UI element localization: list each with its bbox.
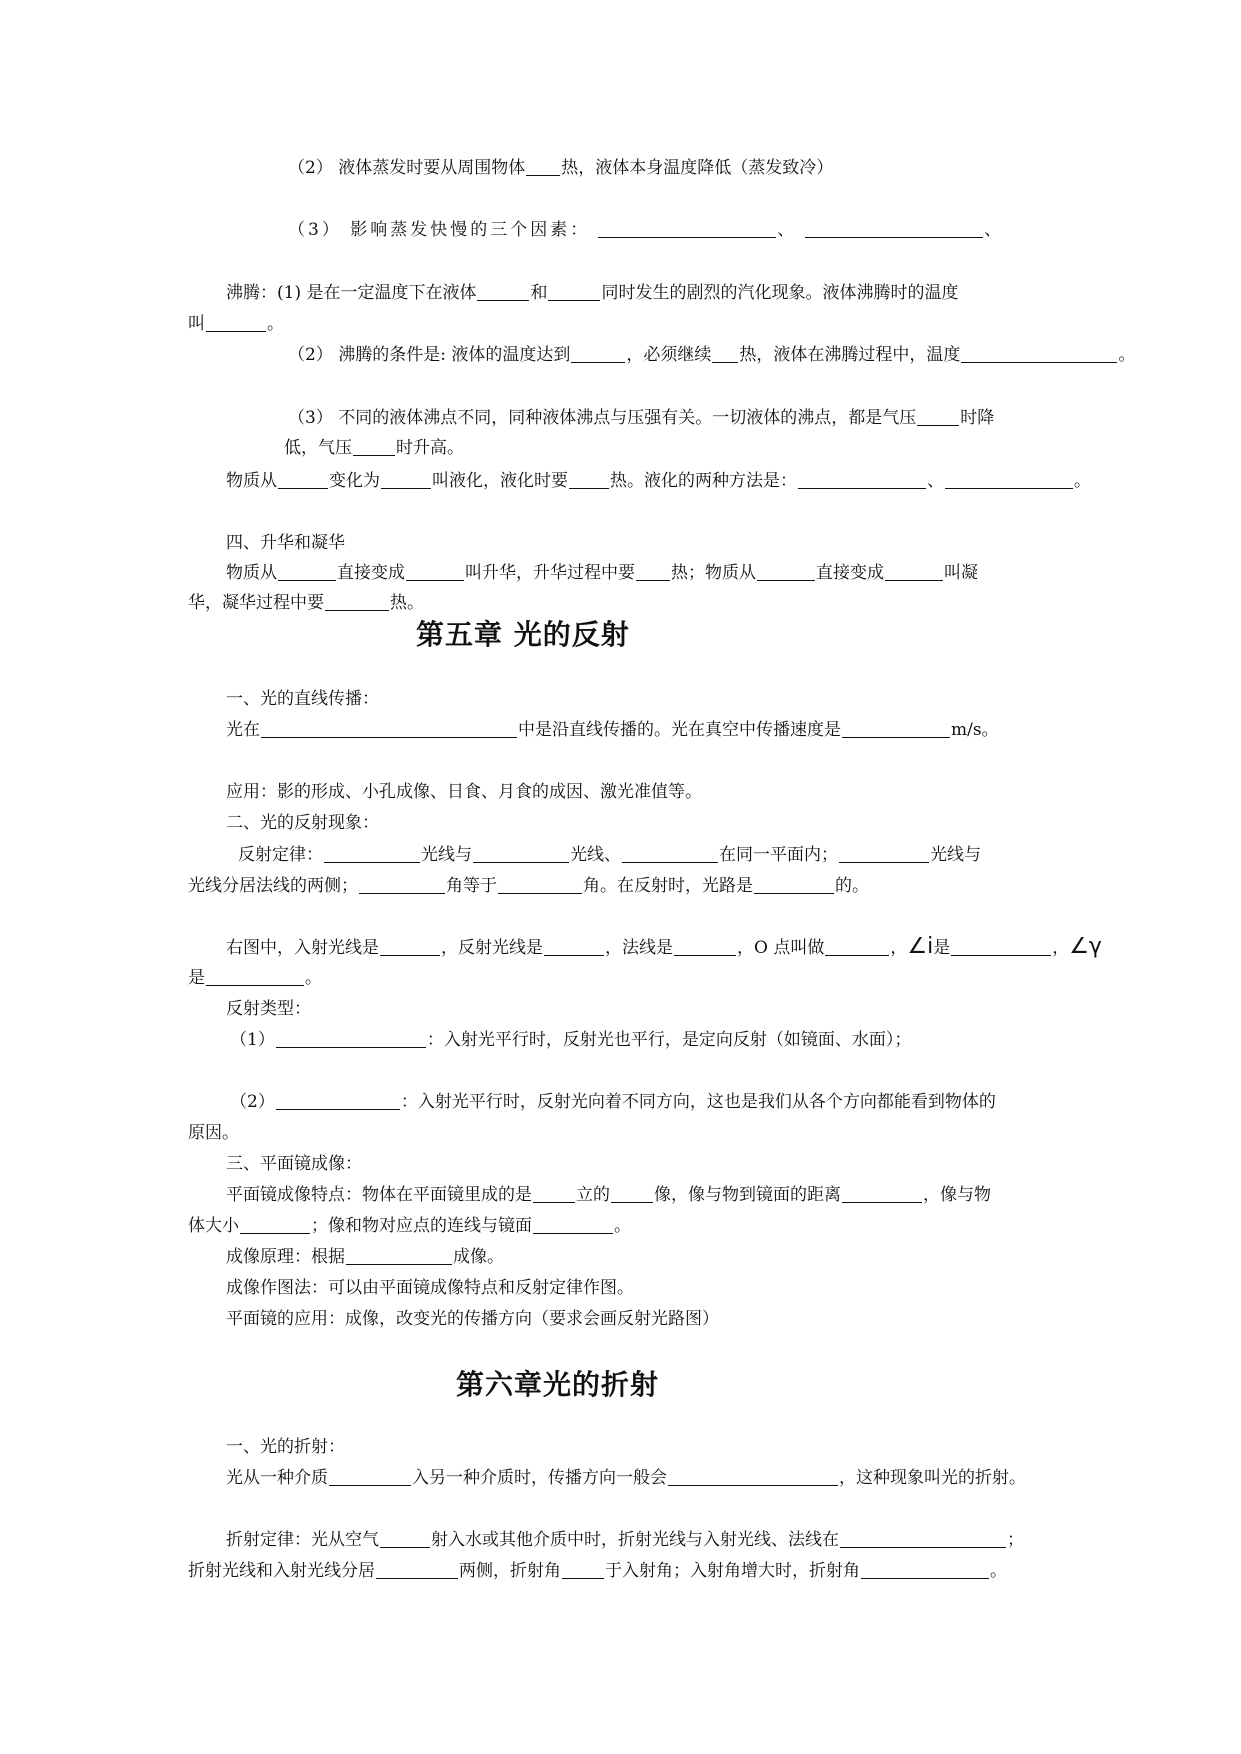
text: 热，液体在沸腾过程中，温度 bbox=[739, 345, 961, 365]
text: 。 bbox=[1118, 345, 1136, 365]
blank bbox=[329, 1467, 411, 1486]
ch5-application: 应用：影的形成、小孔成像、日食、月食的成因、激光准值等。 bbox=[226, 782, 702, 802]
blank bbox=[544, 937, 604, 956]
text: 折射定律：光从空气 bbox=[226, 1530, 379, 1550]
blank bbox=[477, 282, 529, 301]
angle-gamma-symbol: ∠γ bbox=[1069, 934, 1102, 959]
blank bbox=[668, 1467, 838, 1486]
blank bbox=[533, 1184, 575, 1203]
text: 和 bbox=[530, 283, 548, 303]
blank bbox=[325, 592, 389, 611]
text: 、 bbox=[927, 471, 944, 491]
text: 成像原理：根据 bbox=[226, 1247, 345, 1267]
text: 入另一种介质时，传播方向一般会 bbox=[412, 1468, 667, 1488]
text: 物质从 bbox=[226, 471, 277, 491]
blank bbox=[324, 844, 420, 863]
blank bbox=[359, 875, 445, 894]
text: m/s。 bbox=[951, 720, 999, 740]
ch5-type-1 bbox=[230, 1029, 911, 1051]
blank bbox=[206, 967, 304, 986]
text: 平面镜成像特点：物体在平面镜里成的是 bbox=[226, 1185, 532, 1205]
text: 是 bbox=[188, 968, 205, 988]
blank bbox=[674, 937, 736, 956]
text: 在同一平面内； bbox=[719, 845, 838, 865]
text: ； bbox=[1007, 1530, 1024, 1550]
text: ，必须继续 bbox=[626, 345, 712, 365]
text: 。 bbox=[305, 968, 322, 988]
text: 光在 bbox=[226, 720, 260, 740]
text: 成像。 bbox=[453, 1247, 504, 1267]
text: 沸腾：(1) 是在一定温度下在液体 bbox=[226, 283, 477, 303]
text: 叫升华，升华过程中要 bbox=[465, 563, 635, 583]
boiling-line-1b bbox=[188, 313, 284, 335]
blank bbox=[206, 313, 266, 332]
blank bbox=[598, 219, 776, 238]
text: 。 bbox=[990, 1561, 1007, 1581]
ch5-type-2b: 原因。 bbox=[188, 1123, 239, 1143]
text: 角等于 bbox=[446, 876, 497, 896]
text: 角。在反射时，光路是 bbox=[583, 876, 753, 896]
text: 、 bbox=[777, 220, 798, 240]
ch5-figure-line-1 bbox=[226, 936, 1102, 959]
text: 同时发生的剧烈的汽化现象。液体沸腾时的温度 bbox=[601, 283, 959, 303]
blank bbox=[945, 470, 1073, 489]
blank bbox=[840, 1529, 1006, 1548]
text: ，O 点叫做 bbox=[737, 938, 825, 958]
sublimation-heading: 四、升华和凝华 bbox=[226, 533, 345, 553]
boiling-line-1 bbox=[226, 282, 958, 304]
text: 光线分居法线的两侧； bbox=[188, 876, 358, 896]
blank bbox=[380, 1529, 430, 1548]
text: 光线、 bbox=[570, 845, 621, 865]
blank bbox=[381, 470, 431, 489]
text: 热。液化的两种方法是： bbox=[610, 471, 797, 491]
text: 叫液化，液化时要 bbox=[432, 471, 568, 491]
blank bbox=[951, 937, 1051, 956]
blank bbox=[346, 1246, 452, 1265]
ch5-mirror-line-2 bbox=[188, 1215, 631, 1237]
ch5-section-1: 一、光的直线传播： bbox=[226, 689, 379, 709]
liquefaction-line bbox=[226, 470, 1091, 492]
boiling-line-3b bbox=[284, 437, 464, 459]
blank bbox=[754, 875, 834, 894]
text: 。 bbox=[1074, 471, 1091, 491]
ch6-law-line-2 bbox=[188, 1560, 1007, 1582]
ch6-section-1: 一、光的折射： bbox=[226, 1437, 345, 1457]
blank bbox=[376, 1560, 458, 1579]
text: 像，像与物到镜面的距离 bbox=[654, 1185, 841, 1205]
text: ， bbox=[890, 938, 908, 958]
blank bbox=[961, 344, 1117, 363]
chapter5-title: 第五章 光的反射 bbox=[416, 618, 630, 651]
text: ，法线是 bbox=[605, 938, 673, 958]
boiling-line-2 bbox=[288, 344, 1135, 366]
blank bbox=[798, 470, 926, 489]
text: 两侧，折射角 bbox=[459, 1561, 561, 1581]
text: 折射光线和入射光线分居 bbox=[188, 1561, 375, 1581]
blank bbox=[757, 562, 815, 581]
text: 热。 bbox=[390, 593, 424, 613]
blank bbox=[353, 437, 395, 456]
blank bbox=[622, 844, 718, 863]
text: ，这种现象叫光的折射。 bbox=[839, 1468, 1026, 1488]
blank bbox=[839, 844, 929, 863]
text: 叫凝 bbox=[944, 563, 978, 583]
text: 、 bbox=[984, 220, 1005, 240]
blank bbox=[569, 470, 609, 489]
text: 右图中，入射光线是 bbox=[226, 938, 379, 958]
text: ；像和物对应点的连线与镜面 bbox=[311, 1216, 532, 1236]
ch5-law-line-1 bbox=[238, 844, 981, 866]
text: 光线与 bbox=[930, 845, 981, 865]
text: （3） 影响蒸发快慢的三个因素： bbox=[288, 220, 591, 240]
text: 变化为 bbox=[329, 471, 380, 491]
blank bbox=[498, 875, 582, 894]
ch5-reflection-types: 反射类型： bbox=[226, 999, 311, 1019]
text: 于入射角；入射角增大时，折射角 bbox=[605, 1561, 860, 1581]
text: 。 bbox=[267, 314, 284, 334]
blank bbox=[533, 1215, 613, 1234]
text: 热，液体本身温度降低（蒸发致冷） bbox=[561, 158, 834, 178]
blank bbox=[842, 719, 950, 738]
blank bbox=[278, 562, 336, 581]
text: ，像与物 bbox=[923, 1185, 991, 1205]
text: 是 bbox=[933, 938, 951, 958]
text: 的。 bbox=[835, 876, 869, 896]
blank bbox=[380, 937, 440, 956]
text: 时升高。 bbox=[396, 438, 464, 458]
text: 反射定律： bbox=[238, 845, 323, 865]
blank bbox=[276, 1091, 400, 1110]
blank bbox=[805, 219, 983, 238]
text: （2） bbox=[230, 1092, 275, 1112]
text: 光从一种介质 bbox=[226, 1468, 328, 1488]
blank bbox=[276, 1029, 426, 1048]
text: 射入水或其他介质中时，折射光线与入射光线、法线在 bbox=[431, 1530, 839, 1550]
text: 华，凝华过程中要 bbox=[188, 593, 324, 613]
text: ：入射光平行时，反射光也平行，是定向反射（如镜面、水面）； bbox=[426, 1030, 912, 1050]
text: 低，气压 bbox=[284, 438, 352, 458]
blank bbox=[611, 1184, 653, 1203]
blank bbox=[861, 1560, 989, 1579]
ch6-law-line-1 bbox=[226, 1529, 1024, 1551]
chapter6-title: 第六章光的折射 bbox=[456, 1368, 660, 1401]
ch5-principle bbox=[226, 1246, 504, 1268]
text: （3） 不同的液体沸点不同，同种液体沸点与压强有关。一切液体的沸点，都是气压 bbox=[288, 408, 917, 428]
sublimation-line-2 bbox=[188, 592, 424, 614]
blank bbox=[261, 719, 517, 738]
text: ，反射光线是 bbox=[441, 938, 543, 958]
text: 体大小 bbox=[188, 1216, 239, 1236]
text: 热；物质从 bbox=[671, 563, 756, 583]
blank bbox=[278, 470, 328, 489]
evaporation-line-3 bbox=[288, 219, 1004, 241]
text: 光线与 bbox=[421, 845, 472, 865]
text: ：入射光平行时，反射光向着不同方向，这也是我们从各个方向都能看到物体的 bbox=[400, 1092, 996, 1112]
blank bbox=[917, 407, 959, 426]
text: （2） 液体蒸发时要从周围物体 bbox=[288, 158, 526, 178]
blank bbox=[406, 562, 464, 581]
blank bbox=[571, 344, 625, 363]
ch6-refraction-line bbox=[226, 1467, 1026, 1489]
text: （2） 沸腾的条件是: 液体的温度达到 bbox=[288, 345, 571, 365]
text: 立的 bbox=[576, 1185, 610, 1205]
blank bbox=[473, 844, 569, 863]
blank bbox=[562, 1560, 604, 1579]
angle-i-symbol: ∠i bbox=[907, 934, 934, 959]
text: ， bbox=[1052, 938, 1070, 958]
text: 中是沿直线传播的。光在真空中传播速度是 bbox=[518, 720, 841, 740]
text: （1） bbox=[230, 1030, 275, 1050]
ch5-drawing-method: 成像作图法：可以由平面镜成像特点和反射定律作图。 bbox=[226, 1278, 634, 1298]
text: 直接变成 bbox=[337, 563, 405, 583]
blank bbox=[825, 937, 889, 956]
ch5-section-2: 二、光的反射现象： bbox=[226, 813, 379, 833]
blank bbox=[526, 157, 560, 176]
blank bbox=[636, 562, 670, 581]
boiling-line-3 bbox=[288, 407, 994, 429]
sublimation-line-1 bbox=[226, 562, 978, 584]
ch5-section-3: 三、平面镜成像： bbox=[226, 1154, 362, 1174]
blank bbox=[712, 344, 738, 363]
blank bbox=[240, 1215, 310, 1234]
evaporation-line-2 bbox=[288, 157, 833, 179]
blank bbox=[548, 282, 600, 301]
blank bbox=[842, 1184, 922, 1203]
ch5-straight-line bbox=[226, 719, 999, 741]
blank bbox=[885, 562, 943, 581]
ch5-law-line-2 bbox=[188, 875, 869, 897]
ch5-figure-line-2 bbox=[188, 967, 322, 989]
text: 物质从 bbox=[226, 563, 277, 583]
text: 。 bbox=[614, 1216, 631, 1236]
ch5-mirror-use: 平面镜的应用：成像，改变光的传播方向（要求会画反射光路图） bbox=[226, 1309, 719, 1329]
text: 直接变成 bbox=[816, 563, 884, 583]
text: 时降 bbox=[960, 408, 995, 428]
text: 叫 bbox=[188, 314, 205, 334]
ch5-mirror-line-1 bbox=[226, 1184, 991, 1206]
ch5-type-2 bbox=[230, 1091, 996, 1113]
